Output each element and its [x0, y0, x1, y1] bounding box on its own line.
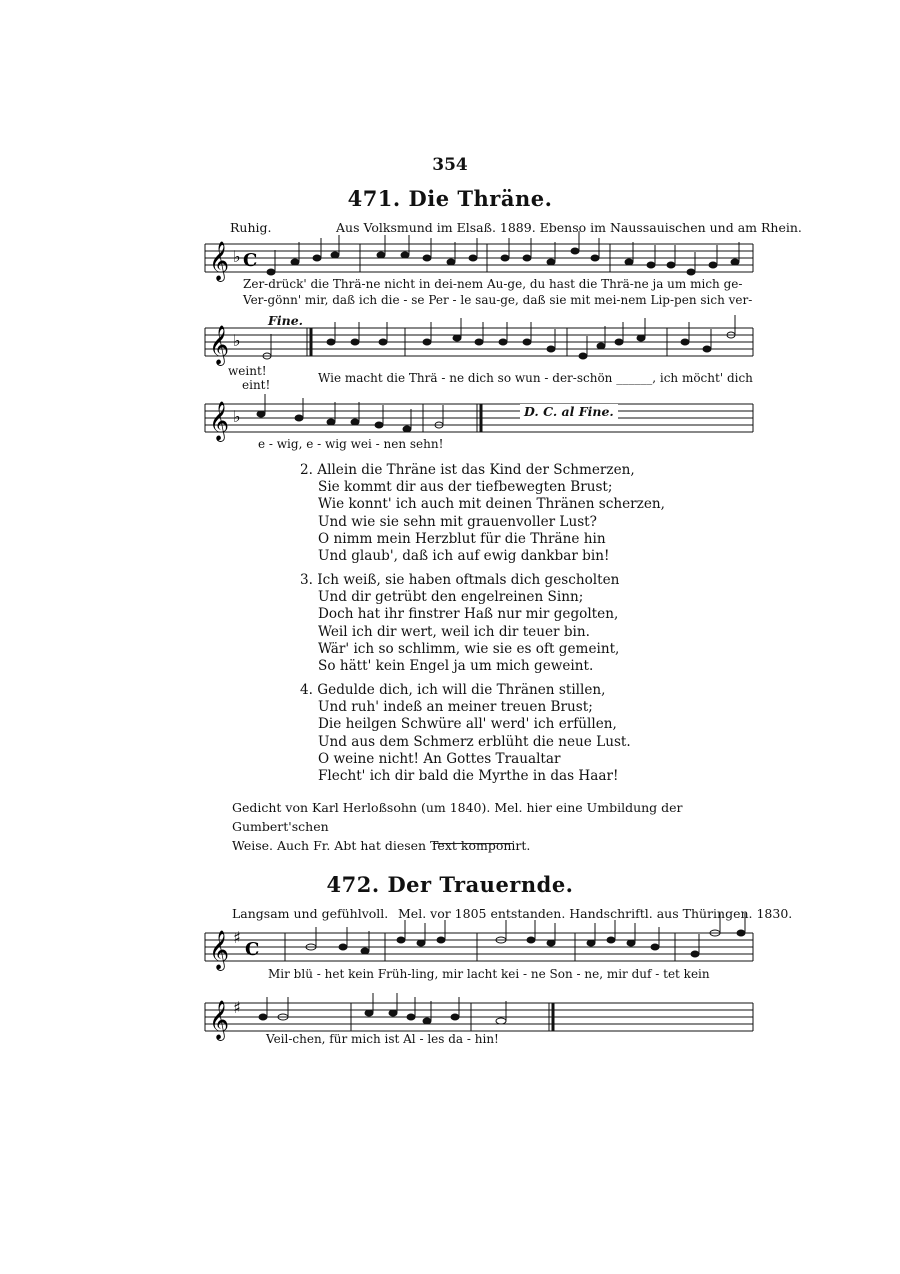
svg-text:𝄞: 𝄞 — [209, 241, 230, 281]
fine-marking: Fine. — [268, 313, 304, 328]
verse-line: 4. Geduldе dich, ich will die Thränen stillen, — [300, 682, 606, 698]
footnote-line: Weise. Auch Fr. Abt hat diesen Text komponirt. — [232, 838, 531, 853]
dc-al-fine-marking: D. C. al Fine. — [520, 404, 618, 419]
verse-line: Und glaub', daß ich auf ewig dankbar bin! — [318, 548, 610, 565]
svg-text:♭: ♭ — [233, 247, 241, 266]
svg-text:𝄞: 𝄞 — [209, 930, 230, 970]
verse-line: Und aus dem Schmerz erblüht die neue Lust. — [318, 733, 631, 750]
source-note-471: Aus Volksmund im Elsaß. 1889. Ebenso im Naussauischen und am Rhein. — [336, 220, 802, 235]
verse-line: O weine nicht! An Gottes Traualtar — [318, 750, 561, 767]
lyrics-471-row3: e - wig, e - wig wei - nen sehn! — [258, 437, 444, 451]
verse-line: 3. Ich weiß, sie haben oftmals dich gescholten — [300, 572, 620, 588]
svg-text:♯: ♯ — [233, 928, 241, 947]
footnote-471 — [232, 798, 752, 855]
svg-text:♭: ♭ — [233, 407, 241, 426]
page-number: 354 — [432, 155, 468, 175]
lyrics-471-row2-end1: weint! — [228, 364, 267, 378]
verse-line: Die heilgen Schwüre all' werd' ich erfüllen, — [318, 716, 617, 733]
tempo-marking-471: Ruhig. — [230, 220, 272, 235]
svg-text:C: C — [243, 250, 258, 271]
tempo-marking-472: Langsam und gefühlvoll. — [232, 906, 389, 921]
svg-text:𝄞: 𝄞 — [209, 325, 230, 365]
song-title-471: 471. Die Thräne. — [347, 186, 553, 211]
verse-3 — [300, 572, 619, 675]
svg-text:C: C — [245, 939, 260, 960]
svg-text:𝄞: 𝄞 — [209, 401, 230, 441]
music-staff-472-row1 — [205, 925, 755, 969]
verse-line: Wie konnt' ich auch mit deinen Thränen scherzen, — [318, 496, 665, 513]
music-staff-471-row1 — [205, 238, 755, 281]
verse-line: Und dir getrübt den engelreinen Sinn; — [318, 589, 584, 606]
verse-line: So hätt' kein Engel ja um mich geweint. — [318, 658, 594, 675]
verse-line: Wär' ich so schlimm, wie sie es oft gemeint, — [318, 640, 620, 657]
verse-2 — [300, 462, 665, 565]
lyrics-471-row1-line1: Zer-drück' die Thrä-ne nicht in dei-nem Au-ge, du hast die Thrä-ne ja um mich ge- — [243, 277, 743, 291]
verse-line: Sie kommt dir aus der tiefbewegten Brust; — [318, 479, 613, 496]
lyrics-471-row1-line2: Ver-gönn' mir, daß ich die - se Per - le sau-ge, daß sie mit mei-nem Lip-pen sich ver- — [243, 293, 753, 307]
svg-text:♯: ♯ — [233, 998, 241, 1017]
verse-line: Doch hat ihr finstrer Haß nur mir gegolten, — [318, 606, 619, 623]
music-staff-471-row3 — [205, 398, 755, 440]
svg-text:♭: ♭ — [233, 331, 241, 350]
verse-line: Flecht' ich dir bald die Myrthe in das Haar! — [318, 768, 619, 785]
verse-line: Weil ich dir wert, weil ich dir teuer bin. — [318, 623, 590, 640]
lyrics-471-row2-end2: eint! — [242, 378, 271, 392]
section-divider — [433, 843, 513, 844]
lyrics-471-row2: Wie macht die Thrä - ne dich so wun - der-schön ______, ich möcht' dich — [318, 371, 753, 385]
verse-line: Und ruh' indeß an meiner treuen Brust; — [318, 699, 593, 716]
verse-4 — [300, 682, 631, 785]
verse-line: Und wie sie sehn mit grauenvoller Lust? — [318, 513, 597, 530]
lyrics-472-row2: Veil-chen, für mich ist Al - les da - hin! — [266, 1032, 499, 1046]
source-note-472: Mel. vor 1805 entstanden. Handschriftl. aus Thüringen. 1830. — [398, 906, 793, 921]
lyrics-472-row1: Mir blü - het kein Früh-ling, mir lacht kei - ne Son - ne, mir duf - tet kein — [268, 967, 710, 981]
footnote-line: Gedicht von Karl Herloßsohn (um 1840). Mel. hier eine Umbildung der Gumbert'schen — [232, 800, 683, 834]
svg-text:𝄞: 𝄞 — [209, 1000, 230, 1040]
verse-line: O nimm mein Herzblut für die Thräne hin — [318, 530, 606, 547]
song-title-472: 472. Der Trauernde. — [326, 872, 574, 897]
verse-line: 2. Allein die Thräne ist das Kind der Schmerzen, — [300, 462, 635, 478]
music-staff-471-row2 — [205, 320, 755, 364]
